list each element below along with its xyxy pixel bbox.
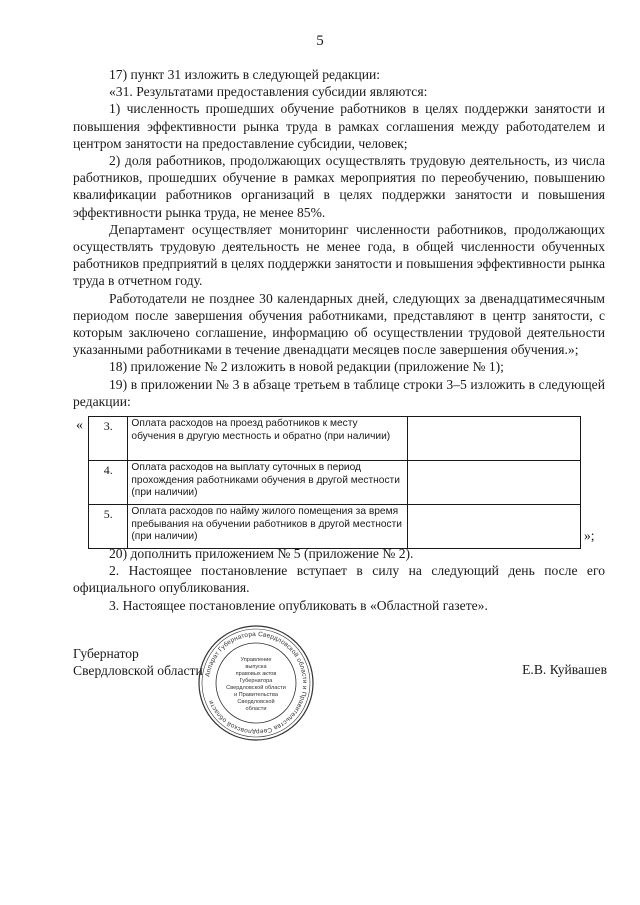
seal-line: Губернатора: [239, 678, 273, 684]
paragraph: Департамент осуществляет мониторинг численности работников, продолжающих осуществлять трудовую деятельность не менее года, в общей численности обученных работников предприятий в целях поддержки занятости и повышения эффективности рынка труда в отчетном году.: [73, 221, 605, 289]
paragraph: Работодатели не позднее 30 календарных дней, следующих за двенадцатимесячным периодом после завершения обучения работниками, представляют в центр занятости, с которым заключено соглашение, информацию об осуществлении трудовой деятельности указанными работниками в течение двенадцати месяцев после завершения обучения.»;: [73, 290, 605, 358]
row-value: [408, 417, 581, 461]
table-row: [89, 505, 581, 549]
seal-line: Свердловской области: [226, 685, 286, 691]
signatory-title: [73, 645, 203, 679]
row-value: [408, 461, 581, 505]
row-number: 3.: [89, 417, 128, 461]
paragraph: 2) доля работников, продолжающих осуществлять трудовую деятельность, из числа работников, прошедших обучение в рамках мероприятия по переобучению, повышению квалификации работников организаций в целях поддержки занятости и повышения эффективности рынка труда, не менее 85%.: [73, 153, 605, 220]
seal-line: Управление: [240, 657, 272, 663]
page-number: 5: [316, 33, 324, 49]
paragraph: 19) в приложении № 3 в абзаце третьем в таблице строки 3–5 изложить в следующей редакции:: [73, 376, 605, 409]
paragraph: «31. Результатами предоставления субсидии являются:: [109, 84, 428, 100]
amendment-table: [88, 416, 581, 549]
seal-ring-text: Аппарат Губернатора Свердловской области и Правительства Свердловской области: [204, 630, 309, 736]
amendment-table-block: [76, 416, 606, 546]
paragraph: 1) численность прошедших обучение работников в целях поддержки занятости и повышения эффективности рынка труда в рамках соглашения между работодателем и центром занятости на предоставление субсидии, человек;: [73, 101, 605, 151]
paragraph: 3. Настоящее постановление опубликовать в «Областной газете».: [109, 597, 488, 613]
seal-line: Свердловской: [237, 699, 275, 705]
row-number: 5.: [89, 505, 128, 549]
signatory-title-line: Свердловской области: [73, 663, 203, 679]
paragraph: 18) приложение № 2 изложить в новой редакции (приложение № 1);: [109, 359, 504, 375]
body-text-top: [73, 66, 605, 410]
paragraph: 20) дополнить приложением № 5 (приложение № 2).: [109, 546, 414, 561]
open-quote: «: [76, 418, 83, 433]
row-number: 4.: [89, 461, 128, 505]
row-description: Оплата расходов на проезд работников к месту обучения в другую местность и обратно (при наличии): [128, 417, 408, 461]
seal-line: выпуска: [245, 664, 267, 670]
seal-line: и Правительства: [234, 692, 278, 698]
row-description: Оплата расходов по найму жилого помещения за время пребывания на обучении работников в другой местности (при наличии): [128, 505, 408, 549]
paragraph: 2. Настоящее постановление вступает в силу на следующий день после его официального опубликования.: [73, 563, 605, 596]
body-text-bottom: [73, 545, 605, 614]
official-seal-icon: [196, 623, 316, 743]
paragraph: 17) пункт 31 изложить в следующей редакции:: [109, 67, 381, 82]
row-description: Оплата расходов на выплату суточных в период прохождения работниками обучения в другой местности (при наличии): [128, 461, 408, 505]
table-row: [89, 461, 581, 505]
signatory-name: Е.В. Куйвашев: [522, 662, 607, 677]
close-quote: »;: [584, 528, 595, 543]
seal-line: правовых актов: [235, 671, 277, 677]
signatory-title-line: Губернатор: [73, 646, 139, 661]
row-value: [408, 505, 581, 549]
table-row: [89, 417, 581, 461]
seal-line: области: [245, 706, 267, 712]
